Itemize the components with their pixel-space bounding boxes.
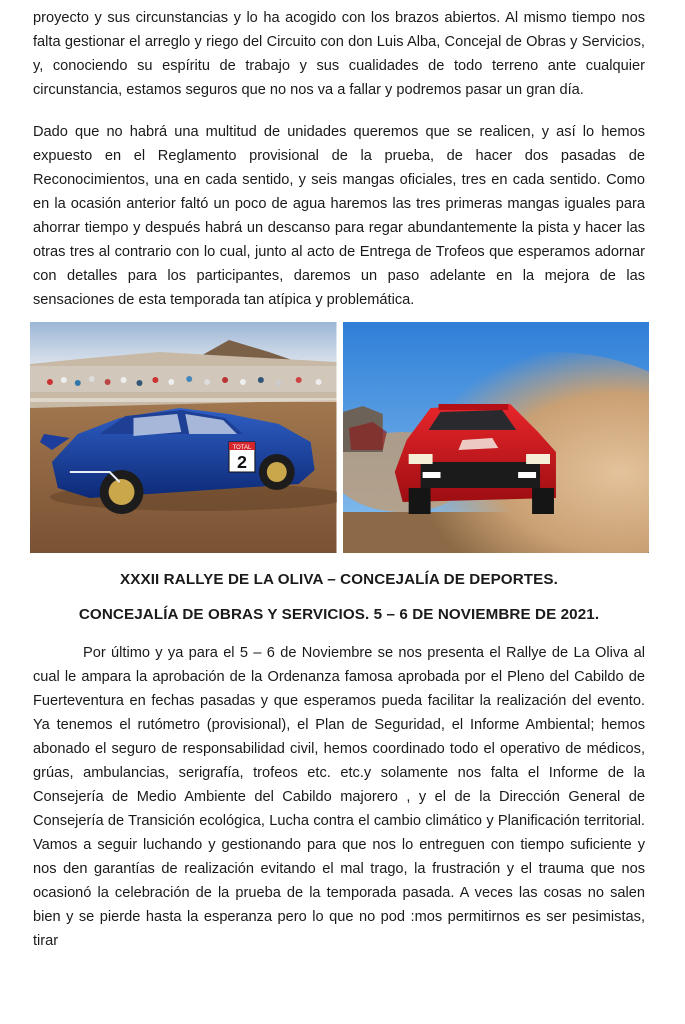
event-date-heading: CONCEJALÍA DE OBRAS Y SERVICIOS. 5 – 6 DE NOVIEMBRE DE 2021. [78,606,600,623]
car-number: 2 [236,451,247,473]
paragraph-3: Por último y ya para el 5 – 6 de Noviembre se nos presenta el Rallye de La Oliva al cual le ampara la aprobación de la Ordenanza famosa aprobada por el Pleno del Cabildo de Fuerteventura en fechas pasadas y que esperamos pueda facilitar la realización del evento. Ya tenemos el rutómetro (provisional), el Plan de Seguridad, el Informe Ambiental; hemos abonado el seguro de responsabilidad civil, hemos coordinado todo el operativo de médicos, grúas, ambulancias, serigrafía, trofeos etc. etc.y solamente nos falta el Informe de la Consejería de Medio Ambiente del Cabildo majorero , y el de la Dirección General de Consejería de Transición ecológica, Lucha contra el cambio climático y Planificación territorial. Vamos a seguir luchando y gestionando para que nos lo entreguen con tiempo suficiente y nos den garantías de realización evitando el mal trago, la frustración y el trauma que nos ocasionó la celebración de la prueba de la temporada pasada. A veces las cosas no salen bien y se pierde hasta la esperanza pero lo que no pod :mos permitirnos es ser pesimistas, tirar [33,645,645,949]
plate-top-text: TOTAL [232,444,252,452]
photo-blue-rally-car [30,322,337,553]
photo-red-rally-car [343,322,650,553]
paragraph-2: Dado que no habrá una multitud de unidades queremos que se realicen, y así lo hemos expuesto en el Reglamento provisional de la prueba, de hacer dos pasadas de Reconocimientos, una en cada sentido, y seis mangas oficiales, tres en cada sentido. Como en la ocasión anterior faltó un poco de agua haremos las tres primeras mangas iguales para ahorrar tiempo y después habrá un descanso para regar abundantemente la pista y hacer las otras tres al contrario con lo cual, junto al acto de Entrega de Trofeos que esperamos adornar con detalles para los participantes, daremos un paso adelante en la mejora de las sensaciones de esta temporada tan atípica y problemática. [33,124,645,308]
rally-photos [30,322,649,553]
paragraph-1: proyecto y sus circunstancias y lo ha acogido con los brazos abiertos. Al mismo tiempo nos falta gestionar el arreglo y riego del Circuito con don Luis Alba, Concejal de Obras y Servicios, y, conociendo su espíritu de trabajo y sus cualidades de todo terreno ante cualquier circunstancia, estamos seguros que no nos va a fallar y podremos pasar un gran día. [33,10,645,98]
photo-caption-heading: XXXII RALLYE DE LA OLIVA – CONCEJALÍA DE DEPORTES. [120,571,558,588]
